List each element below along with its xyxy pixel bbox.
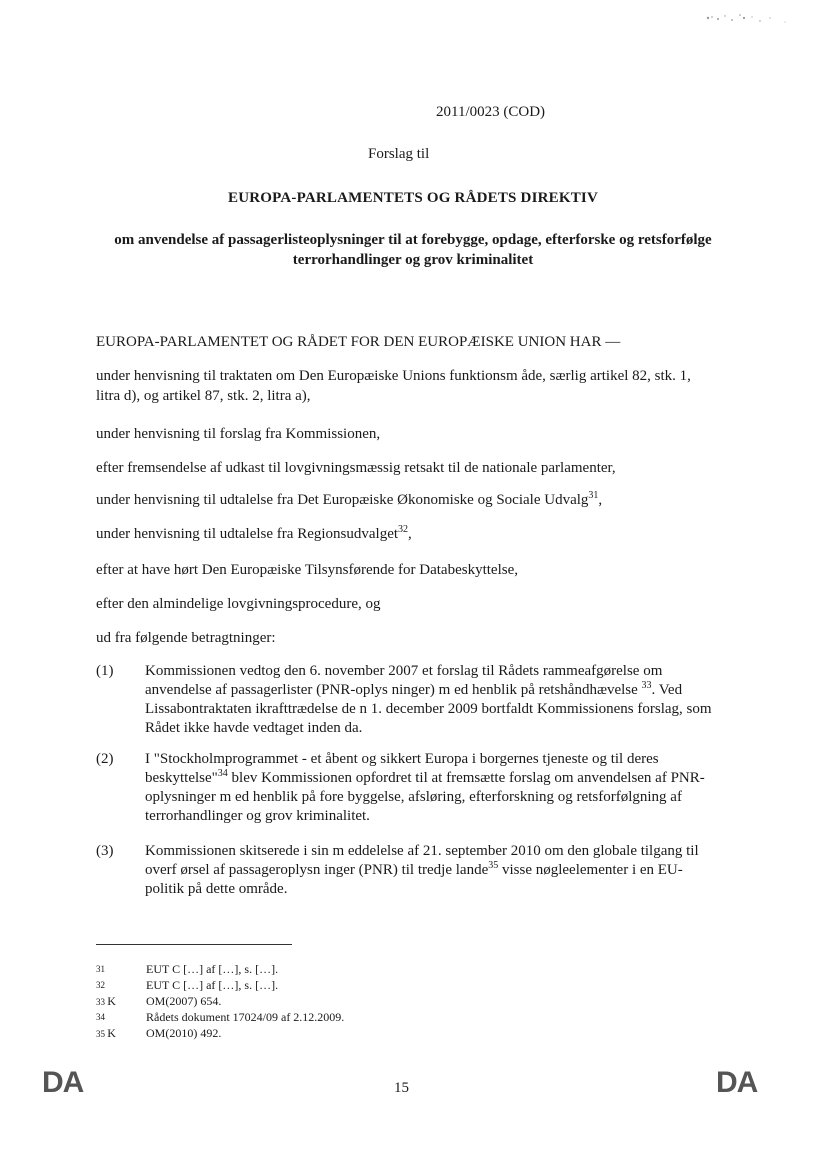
citation-national-parliaments: efter fremsendelse af udkast til lovgivningsmæssig retsakt til de nationale parlamenter,	[96, 460, 616, 476]
citation-recitals-intro: ud fra følgende betragtninger:	[96, 630, 276, 646]
recital-number: (1)	[96, 663, 114, 679]
footnote-34: 34 Rådets dokument 17024/09 af 2.12.2009.	[96, 1010, 345, 1024]
footnote-32: 32 EUT C […] af […], s. […].	[96, 978, 279, 992]
citation-commission-proposal: under henvisning til forslag fra Kommissionen,	[96, 426, 381, 442]
citation-regions-opinion: under henvisning til udtalelse fra Regionsudvalget$^{32}$,	[96, 524, 412, 542]
directive-title: EUROPA-PARLAMENTETS OG RÅDETS DIREKTIV	[227, 190, 598, 206]
recital-3: (3) Kommissionen skitserede i sin m eddelelse af 21. september 2010 om den globale tilgang til overf ørsel af passageroplysn inger (PNR) til tredje lande$^{35}$ visse nøgleelementer i en EU-politik på dette område.	[96, 843, 699, 897]
footnote-separator	[96, 944, 292, 945]
directive-subtitle: om anvendelse af passagerlisteoplysninger til at forebygge, opdage, efterforske og retsforfølge terrorhandlinger og grov kriminalitet	[114, 232, 712, 268]
footnote-ref-33[interactable]: 33	[641, 680, 652, 691]
recital-2: (2) I "Stockholmprogrammet - et åbent og sikkert Europa i borgernes tjeneste og til deres beskyttelse"$^{34}$ blev Kommissionen opfordret til at fremsætte forslag om anvendelsen af PNR-oplysninger m ed henblik på fore byggelse, afsløring, efterforskning og retsforfølgning af terrorhandlinger og grov kriminalitet.	[96, 751, 705, 824]
language-code-left: DA	[42, 1066, 84, 1099]
page-number: 15	[394, 1080, 409, 1096]
proposal-label: Forslag til	[368, 146, 430, 162]
citation-data-protection: efter at have hørt Den Europæiske Tilsynsførende for Databeskyttelse,	[96, 562, 518, 578]
footnote-31: 31 EUT C […] af […], s. […].	[96, 962, 279, 976]
recital-number: (2)	[96, 751, 114, 767]
citation-treaty: under henvisning til traktaten om Den Europæiske Unions funktionsm åde, særlig artikel 82, stk. 1, litra d), og artikel 87, stk. 2, litra a),	[96, 368, 691, 404]
footnote-ref-34[interactable]: 34	[217, 768, 228, 779]
footnote-ref-32[interactable]: 32	[398, 524, 409, 535]
citation-legislative-procedure: efter den almindelige lovgivningsprocedure, og	[96, 596, 381, 612]
citation-esc-opinion: under henvisning til udtalelse fra Det Europæiske Økonomiske og Sociale Udvalg$^{31}$,	[96, 490, 603, 508]
footnote-35: 35 K OM(2010) 492.	[96, 1026, 222, 1040]
preamble-heading: EUROPA-PARLAMENTET OG RÅDET FOR DEN EUROPÆISKE UNION HAR —	[96, 334, 621, 350]
recital-number: (3)	[96, 843, 114, 859]
footnote-ref-35[interactable]: 35	[488, 860, 499, 871]
language-code-right: DA	[716, 1066, 758, 1099]
scan-noise	[700, 8, 800, 28]
footnote-33: 33 K OM(2007) 654.	[96, 994, 222, 1008]
document-reference: 2011/0023 (COD)	[436, 104, 546, 120]
recital-1: (1) Kommissionen vedtog den 6. november 2007 et forslag til Rådets rammeafgørelse om anvendelse af passagerlister (PNR-oplys ninger) m ed henblik på retshåndhævelse $^{33}$. Ved Lissabontraktaten ikrafttrædelse de n 1. december 2009 bortfaldt Kommissionens forslag, som Rådet ikke havde vedtaget inden da.	[96, 663, 712, 736]
footnote-ref-31[interactable]: 31	[588, 490, 599, 501]
